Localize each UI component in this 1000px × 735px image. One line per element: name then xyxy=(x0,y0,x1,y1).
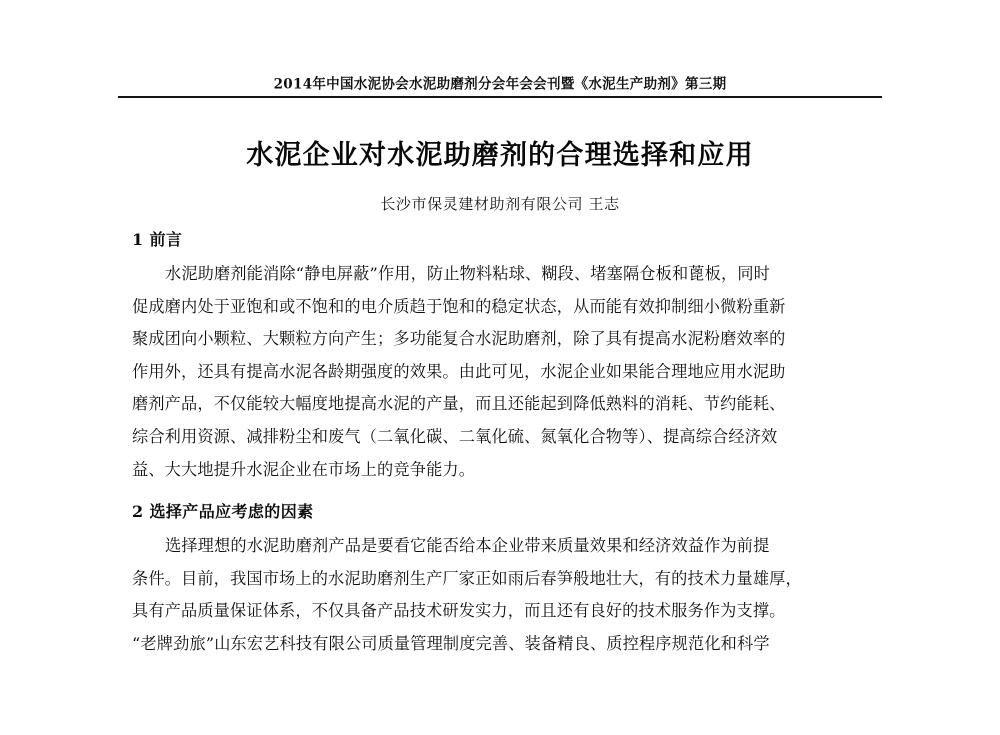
text-line: 条件。目前，我国市场上的水泥助磨剂生产厂家正如雨后春笋般地壮大，有的技术力量雄厚， xyxy=(132,568,802,588)
text-line: 促成磨内处于亚饱和或不饱和的电介质趋于饱和的稳定状态，从而能有效抑制细小微粉重新 xyxy=(132,296,786,316)
page-title: 水泥企业对水泥助磨剂的合理选择和应用 xyxy=(246,140,754,171)
section-heading-2: 2 选择产品应考虑的因素 xyxy=(132,502,314,522)
text-line: 益、大大地提升水泥企业在市场上的竞争能力。 xyxy=(132,459,476,479)
text-line: 水泥助磨剂能消除“静电屏蔽”作用，防止物料粘球、糊段、堵塞隔仓板和蓖板，同时 xyxy=(165,264,770,283)
text-line: 作用外，还具有提高水泥各龄期强度的效果。由此可见，水泥企业如果能合理地应用水泥助 xyxy=(132,361,786,381)
header-divider-rule xyxy=(118,96,882,98)
text-line: 聚成团向小颗粒、大颗粒方向产生；多功能复合水泥助磨剂，除了具有提高水泥粉磨效率的 xyxy=(132,329,786,349)
paragraph-2-1 xyxy=(132,530,872,660)
running-header xyxy=(0,72,1000,92)
running-header-text: 2014年中国水泥协会水泥助磨剂分会年会会刊暨《水泥生产助剂》第三期 xyxy=(273,75,727,93)
text-line: 选择理想的水泥助磨剂产品是要看它能否给本企业带来质量效果和经济效益作为前提 xyxy=(165,536,770,556)
document-body xyxy=(132,228,872,661)
section-heading-1: 1 前言 xyxy=(132,230,183,249)
text-line: 具有产品质量保证体系，不仅具备产品技术研发实力，而且还有良好的技术服务作为支撑。 xyxy=(132,601,786,621)
text-line: “老牌劲旅”山东宏艺科技有限公司质量管理制度完善、装备精良、质控程序规范化和科学 xyxy=(132,633,770,653)
text-line: 综合利用资源、减排粉尘和废气（二氧化碳、二氧化硫、氮氧化合物等）、提高综合经济效 xyxy=(132,426,778,446)
text-line: 磨剂产品，不仅能较大幅度地提高水泥的产量，而且还能起到降低熟料的消耗、节约能耗、 xyxy=(132,394,786,414)
paragraph-1-1 xyxy=(132,258,872,486)
author-affiliation-byline: 长沙市保灵建材助剂有限公司 王志 xyxy=(380,195,620,213)
